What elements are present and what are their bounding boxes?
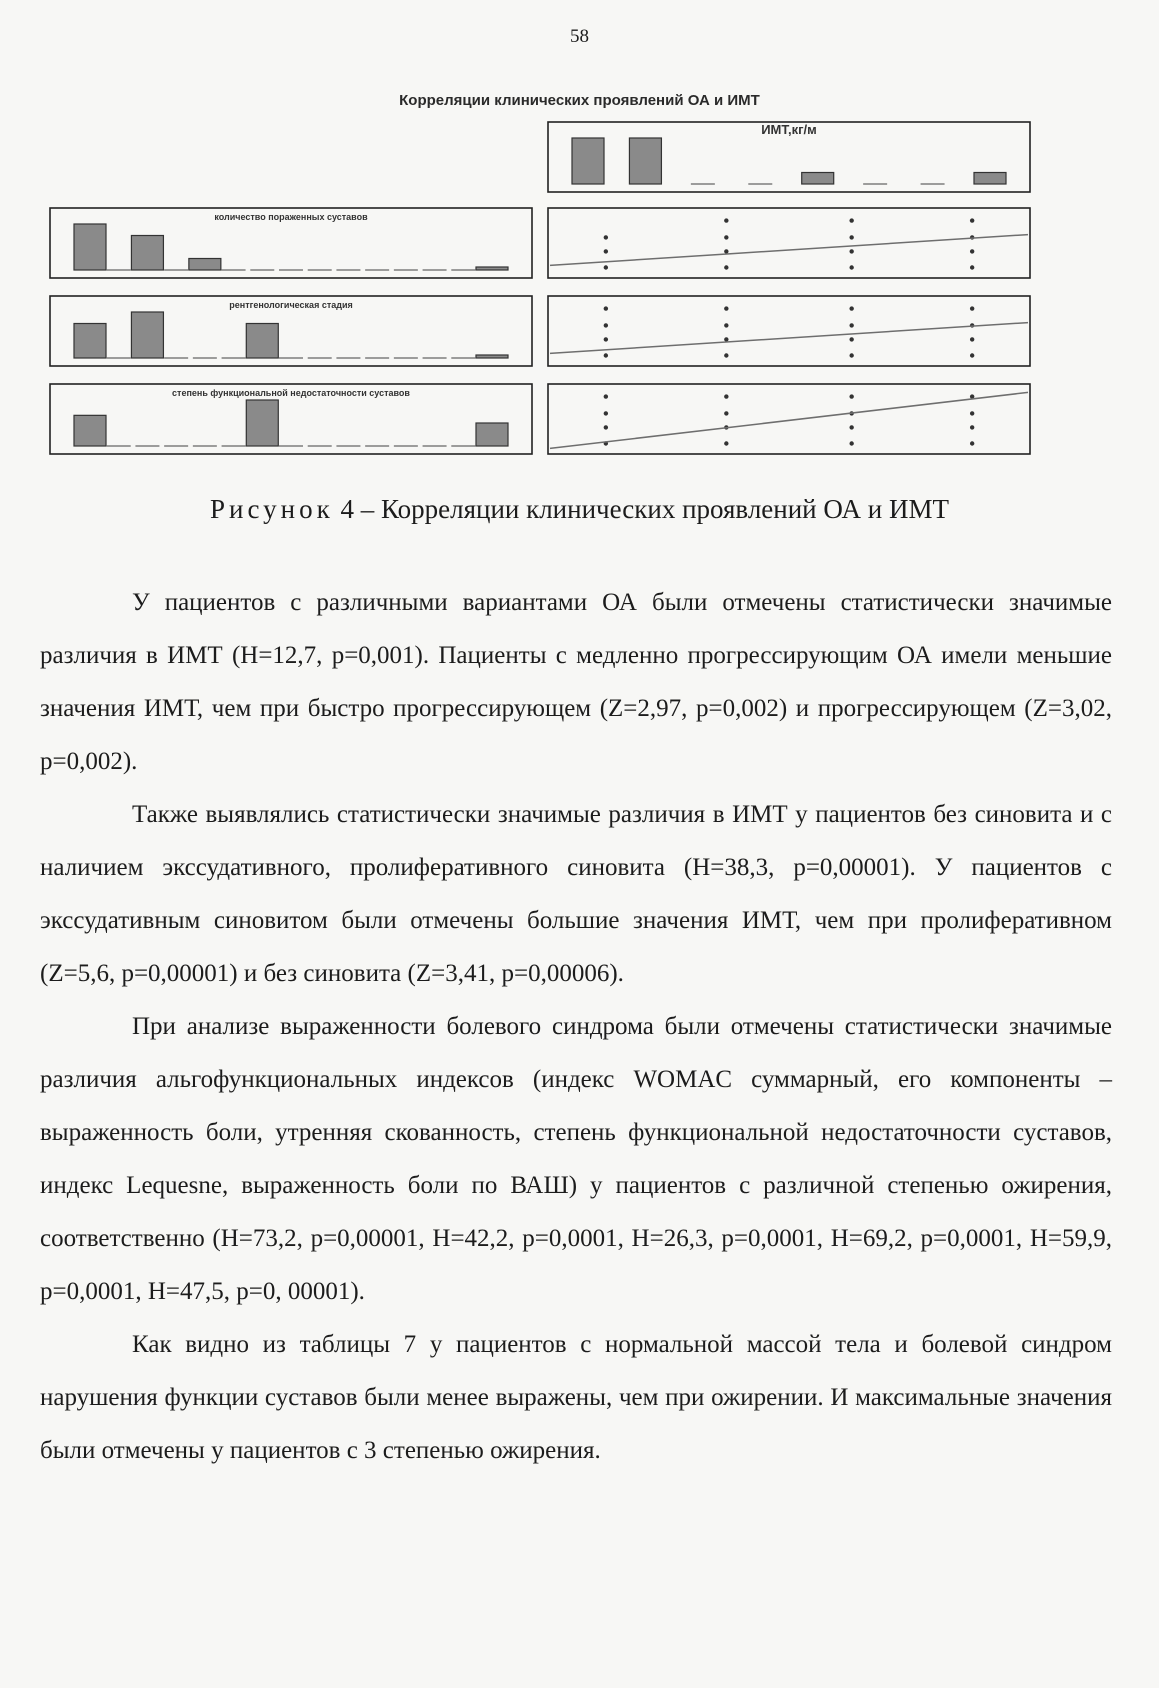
body-text (40, 576, 1112, 1477)
scatter-plot-frame (548, 208, 1030, 278)
scatter-point (724, 218, 728, 222)
histogram-bar (74, 324, 106, 359)
scatter-point (604, 394, 608, 398)
scatter-point (724, 441, 728, 445)
scatter-point (849, 306, 853, 310)
scatter-point (724, 306, 728, 310)
histogram-bar (131, 312, 163, 358)
scatter-point (724, 394, 728, 398)
histogram-bar (246, 400, 278, 446)
figure-title: Корреляции клинических проявлений ОА и ИМТ (399, 92, 760, 109)
scatter-point (604, 425, 608, 429)
scatter-point (604, 265, 608, 269)
histogram-bar (974, 173, 1006, 185)
panel-label: ИМТ,кг/м (761, 122, 817, 137)
scatter-point (970, 218, 974, 222)
scatter-point (970, 306, 974, 310)
scatter-point (724, 411, 728, 415)
histogram-bar (572, 138, 604, 184)
scatter-point (849, 425, 853, 429)
scatter-point (970, 411, 974, 415)
scatter-point (604, 353, 608, 357)
scatter-point (724, 353, 728, 357)
scatter-point (970, 353, 974, 357)
panel-label: количество пораженных суставов (214, 212, 368, 222)
histogram-bar (246, 324, 278, 359)
scatter-point (849, 337, 853, 341)
scatter-point (970, 425, 974, 429)
paragraph: При анализе выраженности болевого синдрома были отмечены статистически значимые различия альгофункциональных индексов (индекс WOMAC суммарный, его компоненты – выраженность боли, утренняя скованность, степень функциональной недостаточности суставов, индекс Lequesne, выраженность боли по ВАШ) у пациентов с различной степенью ожирения, соответственно (Н=73,2, р=0,00001, Н=42,2, р=0,0001, Н=26,3, р=0,0001, Н=69,2, р=0,0001, Н=59,9, р=0,0001, Н=47,5, р=0, 00001). (40, 1013, 1112, 1305)
scatter-point (604, 337, 608, 341)
scatter-point (970, 265, 974, 269)
scatter-point (970, 249, 974, 253)
scatter-plot-frame (548, 296, 1030, 366)
scatter-point (849, 218, 853, 222)
figure-caption (0, 494, 1159, 525)
paragraph: У пациентов с различными вариантами ОА были отмечены статистически значимые различия в ИМТ (Н=12,7, р=0,001). Пациенты с медленно прогрессирующим ОА имели меньшие значения ИМТ, чем при быстро прогрессирующем (Z=2,97, р=0,002) и прогрессирующем (Z=3,02, р=0,002). (40, 589, 1112, 775)
panel-label: рентгенологическая стадия (229, 300, 353, 310)
histogram-bar (189, 259, 221, 271)
histogram-bar (476, 355, 508, 358)
scatter-point (604, 306, 608, 310)
page-number: 58 (570, 26, 589, 47)
scatter-point (724, 337, 728, 341)
histogram-bar (131, 236, 163, 271)
correlation-matrix-svg (0, 0, 1159, 470)
histogram-bar (476, 423, 508, 446)
caption-label: Рисунок (210, 494, 334, 524)
scatter-point (724, 265, 728, 269)
scatter-point (849, 353, 853, 357)
scatter-plot-frame (548, 384, 1030, 454)
histogram-bar (629, 138, 661, 184)
scatter-point (724, 235, 728, 239)
scatter-point (724, 323, 728, 327)
scatter-point (849, 249, 853, 253)
scatter-point (604, 323, 608, 327)
panel-label: степень функциональной недостаточности суставов (172, 388, 410, 398)
scatter-point (849, 235, 853, 239)
scatter-point (604, 235, 608, 239)
paragraph: Как видно из таблицы 7 у пациентов с нормальной массой тела и болевой синдром нарушения функции суставов были менее выражены, чем при ожирении. И максимальные значения были отмечены у пациентов с 3 степенью ожирения. (40, 1331, 1112, 1464)
scatter-point (849, 394, 853, 398)
scatter-point (604, 411, 608, 415)
scatter-point (604, 249, 608, 253)
trend-line (550, 235, 1028, 266)
scatter-point (849, 441, 853, 445)
caption-text: 4 – Корреляции клинических проявлений ОА и ИМТ (340, 494, 949, 524)
scatter-point (724, 249, 728, 253)
trend-line (550, 392, 1028, 448)
trend-line (550, 323, 1028, 354)
scatter-point (849, 323, 853, 327)
scatter-point (849, 265, 853, 269)
paragraph: Также выявлялись статистически значимые различия в ИМТ у пациентов без синовита и с наличием экссудативного, пролиферативного синовита (Н=38,3, р=0,00001). У пациентов с экссудативным синовитом были отмечены большие значения ИМТ, чем при пролиферативном (Z=5,6, р=0,00001) и без синовита (Z=3,41, р=0,00006). (40, 801, 1112, 987)
scatter-point (970, 441, 974, 445)
histogram-bar (74, 415, 106, 446)
histogram-bar (74, 224, 106, 270)
histogram-bar (476, 267, 508, 270)
correlation-figure (0, 0, 1159, 470)
histogram-bar (802, 173, 834, 185)
scatter-point (970, 337, 974, 341)
